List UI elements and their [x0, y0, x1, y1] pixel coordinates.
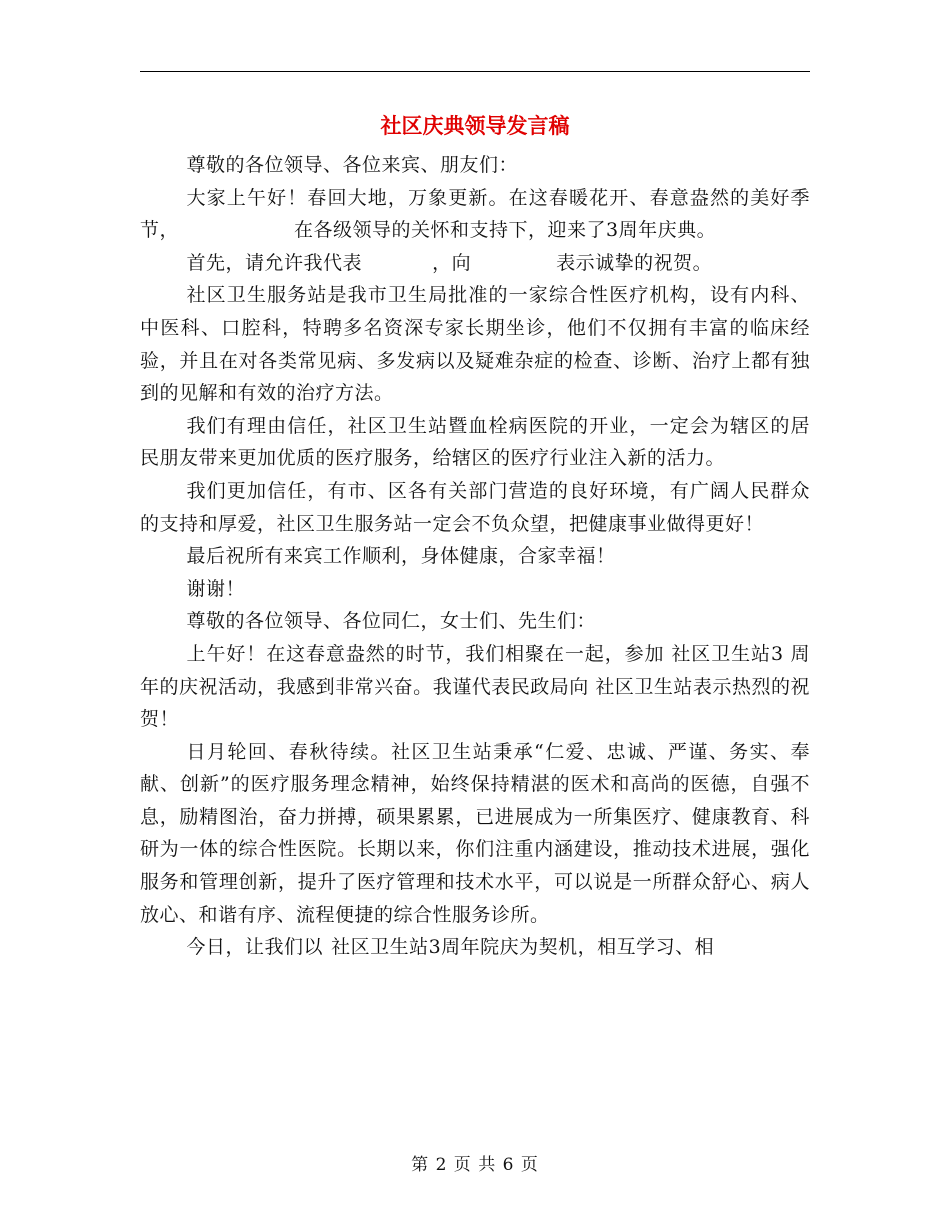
- page-footer: 第 2 页 共 6 页: [411, 1155, 539, 1175]
- speech1-paragraph-2: [140, 247, 810, 280]
- speech2-p3-part-a: 今日，让我们以: [186, 936, 324, 959]
- speech1-paragraph-5: 我们更加信任，有市、区各有关部门营造的良好环境，有广阔人民群众的支持和厚爱，社区卫生服务站一定会不负众望，把健康事业做得更好！: [140, 479, 810, 535]
- header-rule: [140, 71, 810, 72]
- speech1-paragraph-3: 社区卫生服务站是我市卫生局批准的一家综合性医疗机构，设有内科、中医科、口腔科，特聘多名资深专家长期坐诊，他们不仅拥有丰富的临床经验，并且在对各类常见病、多发病以及疑难杂症的检查、诊断、治疗上都有独到的见解和有效的治疗方法。: [140, 284, 810, 405]
- speech2-greeting: 尊敬的各位领导、各位同仁，女士们、先生们：: [186, 610, 597, 633]
- speech1-paragraph-6: 最后祝所有来宾工作顺利，身体健康，合家幸福！: [186, 545, 616, 568]
- speech1-paragraph-1: [140, 182, 810, 247]
- speech1-p2-part-a: 首先，请允许我代表: [186, 251, 363, 274]
- speech1-p2-part-b: ，向: [432, 251, 472, 274]
- speech1-paragraph-4: 我们有理由信任，社区卫生站暨血栓病医院的开业，一定会为辖区的居民朋友带来更加优质的医疗服务，给辖区的医疗行业注入新的活力。: [140, 414, 810, 470]
- speech1-p1-part-b: 在各级领导的关怀和支持下，迎来了3周年庆典。: [294, 219, 717, 242]
- speech1-paragraph-7: 谢谢！: [186, 577, 246, 600]
- speech1-p1-part-a: 大家上午好！春回大地，万象更新。在这春暖花开、春意盎然的美好季节，: [140, 186, 810, 242]
- document-title: 社区庆典领导发言稿: [380, 113, 570, 138]
- speech2-paragraph-2: 日月轮回、春秋待续。社区卫生站秉承“仁爱、忠诚、严谨、务实、奉献、创新”的医疗服务理念精神，始终保持精湛的医术和高尚的医德，自强不息，励精图治，奋力拼搏，硕果累累，已进展成为一所集医疗、健康教育、科研为一体的综合性医院。长期以来，你们注重内涵建设，推动技术进展，强化服务和管理创新，提升了医疗管理和技术水平，可以说是一所群众舒心、病人放心、和谐有序、流程便捷的综合性服务诊所。: [140, 740, 810, 926]
- speech1-greeting: 尊敬的各位领导、各位来宾、朋友们：: [186, 154, 519, 176]
- document-body: [140, 149, 810, 964]
- speech1-p2-part-c: 表示诚挚的祝贺。: [556, 251, 713, 274]
- speech2-p3-part-b: 社区卫生站3周年院庆为契机，相互学习、相: [331, 936, 715, 959]
- speech2-paragraph-3: [140, 931, 810, 964]
- speech2-paragraph-1: 上午好！在这春意盎然的时节，我们相聚在一起，参加 社区卫生站3 周年的庆祝活动，我感到非常兴奋。我谨代表民政局向 社区卫生站表示热烈的祝贺！: [140, 642, 810, 731]
